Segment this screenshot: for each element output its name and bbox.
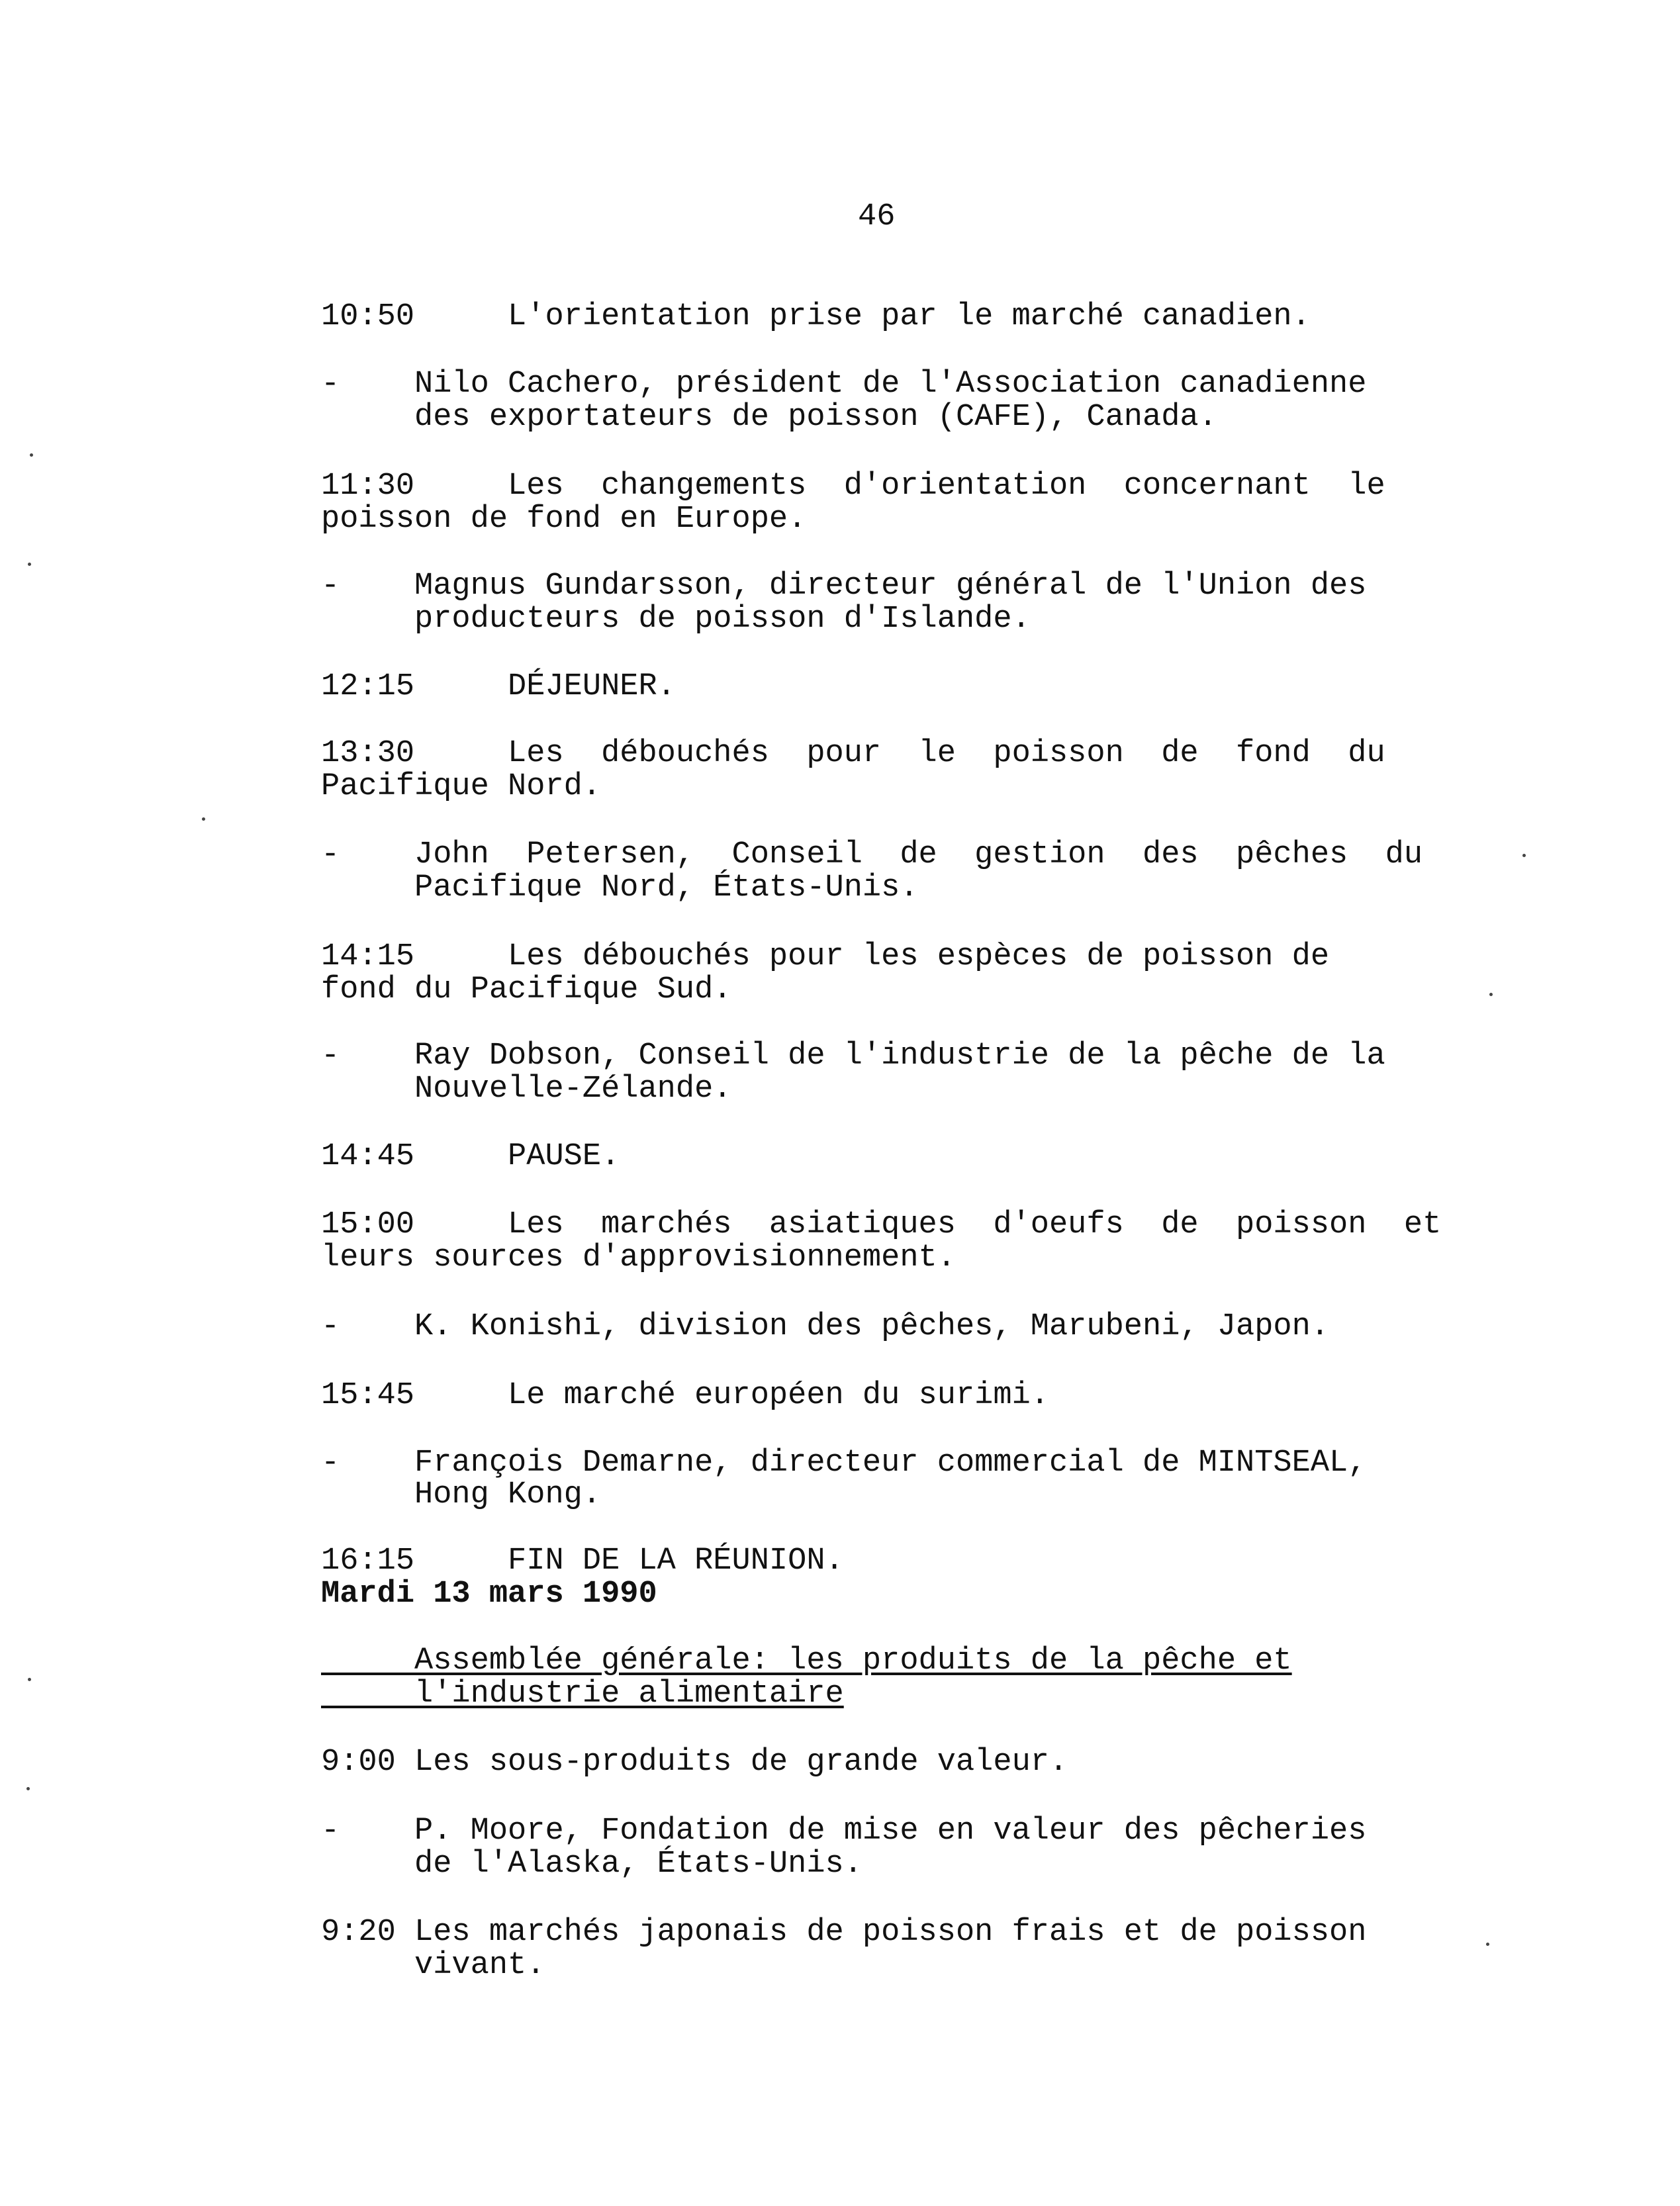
agenda-item-0900-speaker-line-1: - P. Moore, Fondation de mise en valeur des pêcheries <box>321 1814 1367 1849</box>
agenda-item-1500-speaker: - K. Konishi, division des pêches, Marubeni, Japon. <box>321 1309 1330 1344</box>
scan-speck <box>26 1787 30 1790</box>
day-heading: Mardi 13 mars 1990 <box>321 1577 657 1612</box>
agenda-item-1330-title-line-2: Pacifique Nord. <box>321 769 602 804</box>
agenda-item-1415-title-line-2: fond du Pacifique Sud. <box>321 972 732 1007</box>
agenda-item-1445-title: 14:45 PAUSE. <box>321 1139 620 1174</box>
agenda-item-1050-speaker-line-1: - Nilo Cachero, président de l'Association canadienne <box>321 367 1367 402</box>
scan-speck <box>202 817 205 821</box>
agenda-item-1500-title-line-1: 15:00 Les marchés asiatiques d'oeufs de poisson et <box>321 1207 1442 1242</box>
scan-speck <box>1486 1943 1489 1946</box>
agenda-item-1050-title: 10:50 L'orientation prise par le marché canadien. <box>321 299 1311 334</box>
scan-speck <box>30 453 33 457</box>
agenda-item-1330-title-line-1: 13:30 Les débouchés pour le poisson de fond du <box>321 736 1385 771</box>
agenda-item-1545-speaker-line-2: Hong Kong. <box>321 1477 602 1512</box>
scan-speck <box>1489 993 1493 996</box>
agenda-item-1615-title: 16:15 FIN DE LA RÉUNION. <box>321 1543 844 1579</box>
agenda-item-1415-speaker-line-1: - Ray Dobson, Conseil de l'industrie de la pêche de la <box>321 1038 1385 1074</box>
agenda-item-1500-title-line-2: leurs sources d'approvisionnement. <box>321 1240 956 1275</box>
agenda-item-0900-speaker-line-2: de l'Alaska, États-Unis. <box>321 1847 863 1882</box>
agenda-item-1545-title: 15:45 Le marché européen du surimi. <box>321 1378 1049 1413</box>
agenda-item-1415-title-line-1: 14:15 Les débouchés pour les espèces de poisson de <box>321 939 1330 974</box>
agenda-item-1545-speaker-line-1: - François Demarne, directeur commercial de MINTSEAL, <box>321 1446 1367 1481</box>
agenda-item-0920-title-line-2: vivant. <box>321 1948 545 1983</box>
agenda-item-1330-speaker-line-1: - John Petersen, Conseil de gestion des pêches du <box>321 837 1423 872</box>
agenda-item-1050-speaker-line-2: des exportateurs de poisson (CAFE), Canada. <box>321 400 1217 435</box>
agenda-item-1330-speaker-line-2: Pacifique Nord, États-Unis. <box>321 870 919 905</box>
agenda-item-1415-speaker-line-2: Nouvelle-Zélande. <box>321 1072 732 1107</box>
agenda-item-1130-title-line-1: 11:30 Les changements d'orientation concernant le <box>321 469 1385 504</box>
agenda-item-0920-title-line-1: 9:20 Les marchés japonais de poisson frais et de poisson <box>321 1915 1367 1950</box>
page-number: 46 <box>858 199 896 234</box>
section-heading-line-2: l'industrie alimentaire <box>321 1677 844 1712</box>
section-heading-line-1: Assemblée générale: les produits de la pêche et <box>321 1643 1292 1678</box>
scan-speck <box>1522 854 1526 857</box>
agenda-item-1130-title-line-2: poisson de fond en Europe. <box>321 502 807 537</box>
scan-speck <box>28 1678 31 1681</box>
scan-speck <box>28 563 31 566</box>
agenda-item-1215-title: 12:15 DÉJEUNER. <box>321 669 676 704</box>
agenda-item-1130-speaker-line-1: - Magnus Gundarsson, directeur général de l'Union des <box>321 569 1367 604</box>
agenda-item-0900-title: 9:00 Les sous-produits de grande valeur. <box>321 1745 1068 1780</box>
agenda-item-1130-speaker-line-2: producteurs de poisson d'Islande. <box>321 602 1031 637</box>
